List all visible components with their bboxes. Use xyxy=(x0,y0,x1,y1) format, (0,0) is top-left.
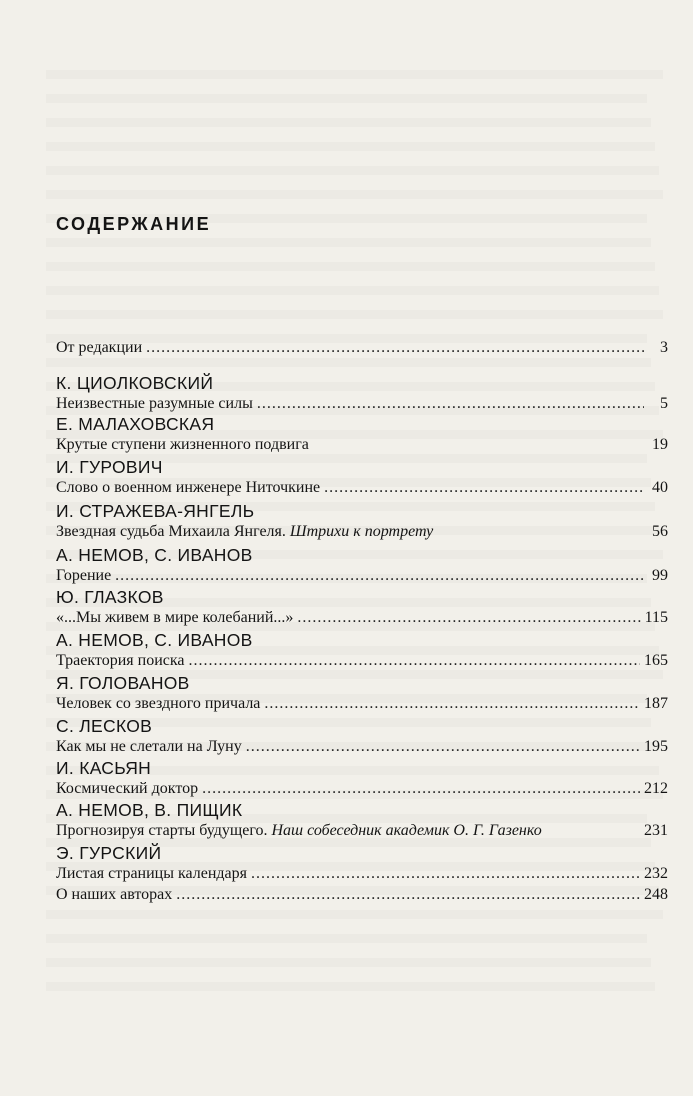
toc-entry[interactable] xyxy=(56,780,668,798)
bleed-line xyxy=(46,982,655,991)
page-number: 5 xyxy=(660,395,668,412)
page-number: 19 xyxy=(652,436,668,453)
leader-dots xyxy=(202,780,640,798)
author-name: Е. МАЛАХОВСКАЯ xyxy=(56,414,215,434)
bleed-line xyxy=(46,910,663,919)
toc-entry[interactable] xyxy=(56,609,668,627)
author-name: Я. ГОЛОВАНОВ xyxy=(56,673,190,693)
page-number: 40 xyxy=(652,479,668,496)
bleed-line xyxy=(46,934,647,943)
entry-title xyxy=(56,738,242,756)
page-number: 231 xyxy=(644,822,668,839)
toc-entry[interactable] xyxy=(56,339,668,357)
entry-title xyxy=(56,436,309,454)
toc-entry[interactable] xyxy=(56,436,668,454)
bleed-line xyxy=(46,958,651,967)
entry-title-text: Крутые ступени жизненного подвига xyxy=(56,436,309,453)
toc-entry[interactable] xyxy=(56,567,668,585)
page-number: 212 xyxy=(644,780,668,797)
entry-title-text: Как мы не слетали на Луну xyxy=(56,738,242,755)
toc-entry[interactable] xyxy=(56,886,668,904)
bleed-line xyxy=(46,310,663,319)
entry-title-text: Человек со звездного причала xyxy=(56,695,261,712)
entry-title-text: О наших авторах xyxy=(56,886,173,903)
author-name: Э. ГУРСКИЙ xyxy=(56,843,162,863)
entry-subtitle: Наш собеседник академик О. Г. Газенко xyxy=(271,822,542,839)
bleed-line xyxy=(46,70,663,79)
leader-dots xyxy=(176,886,640,904)
entry-title-text: Прогнозируя старты будущего. xyxy=(56,822,268,839)
entry-title xyxy=(56,695,260,713)
leader-dots xyxy=(257,395,644,413)
author-name: И. СТРАЖЕВА-ЯНГЕЛЬ xyxy=(56,501,255,521)
entry-title-text: Космический доктор xyxy=(56,780,199,797)
entry-title xyxy=(56,822,542,840)
entry-title-text: Неизвестные разумные силы xyxy=(56,395,253,412)
entry-subtitle: Штрихи к портрету xyxy=(289,523,434,540)
page-number: 99 xyxy=(652,567,668,584)
page-number: 232 xyxy=(644,865,668,882)
author-name: И. КАСЬЯН xyxy=(56,758,152,778)
bleed-line xyxy=(46,190,663,199)
toc-entry[interactable] xyxy=(56,523,668,541)
bleed-line xyxy=(46,166,659,175)
entry-title-text: Листая страницы календаря xyxy=(56,865,248,882)
bleed-line xyxy=(46,142,655,151)
leader-dots xyxy=(189,652,641,670)
page-number: 56 xyxy=(652,523,668,540)
entry-title-text: Траектория поиска xyxy=(56,652,185,669)
entry-title-text: Звездная судьба Михаила Янгеля. xyxy=(56,523,286,540)
entry-title xyxy=(56,652,185,670)
author-name: А. НЕМОВ, С. ИВАНОВ xyxy=(56,630,253,650)
leader-dots xyxy=(324,479,644,497)
entry-title xyxy=(56,523,433,541)
entry-title xyxy=(56,780,198,798)
bleed-line xyxy=(46,238,651,247)
entry-title-text: Слово о военном инженере Ниточкине xyxy=(56,479,321,496)
leader-dots xyxy=(146,339,644,357)
page-number: 187 xyxy=(644,695,668,712)
toc-entry[interactable] xyxy=(56,822,668,840)
page-number: 248 xyxy=(644,886,668,903)
leader-dots xyxy=(297,609,640,627)
entry-title xyxy=(56,479,320,497)
bleed-line xyxy=(46,94,647,103)
author-name: Ю. ГЛАЗКОВ xyxy=(56,587,164,607)
toc-entry[interactable] xyxy=(56,738,668,756)
author-name: А. НЕМОВ, В. ПИЩИК xyxy=(56,800,243,820)
leader-dots xyxy=(264,695,640,713)
entry-title xyxy=(56,395,253,413)
author-name: И. ГУРОВИЧ xyxy=(56,457,163,477)
leader-dots xyxy=(251,865,640,883)
page-number: 3 xyxy=(660,339,668,356)
leader-dots xyxy=(115,567,644,585)
entry-title-text: Горение xyxy=(56,567,112,584)
author-name: А. НЕМОВ, С. ИВАНОВ xyxy=(56,545,253,565)
entry-title-text: От редакции xyxy=(56,339,143,356)
author-name: К. ЦИОЛКОВСКИЙ xyxy=(56,373,214,393)
bleed-line xyxy=(46,358,651,367)
entry-title xyxy=(56,567,111,585)
entry-title xyxy=(56,339,142,357)
author-name: С. ЛЕСКОВ xyxy=(56,716,153,736)
toc-entry[interactable] xyxy=(56,652,668,670)
toc-entry[interactable] xyxy=(56,479,668,497)
toc-entry[interactable] xyxy=(56,395,668,413)
page-number: 195 xyxy=(644,738,668,755)
toc-entry[interactable] xyxy=(56,695,668,713)
entry-title xyxy=(56,609,293,627)
page-number: 165 xyxy=(644,652,668,669)
page-number: 115 xyxy=(644,609,668,626)
leader-dots xyxy=(246,738,640,756)
bleed-line xyxy=(46,118,651,127)
toc-entry[interactable] xyxy=(56,865,668,883)
entry-title xyxy=(56,886,172,904)
entry-title xyxy=(56,865,247,883)
bleed-line xyxy=(46,286,659,295)
entry-title-text: «...Мы живем в мире колебаний...» xyxy=(56,609,294,626)
bleed-line xyxy=(46,262,655,271)
page-title: СОДЕРЖАНИЕ xyxy=(56,214,212,234)
